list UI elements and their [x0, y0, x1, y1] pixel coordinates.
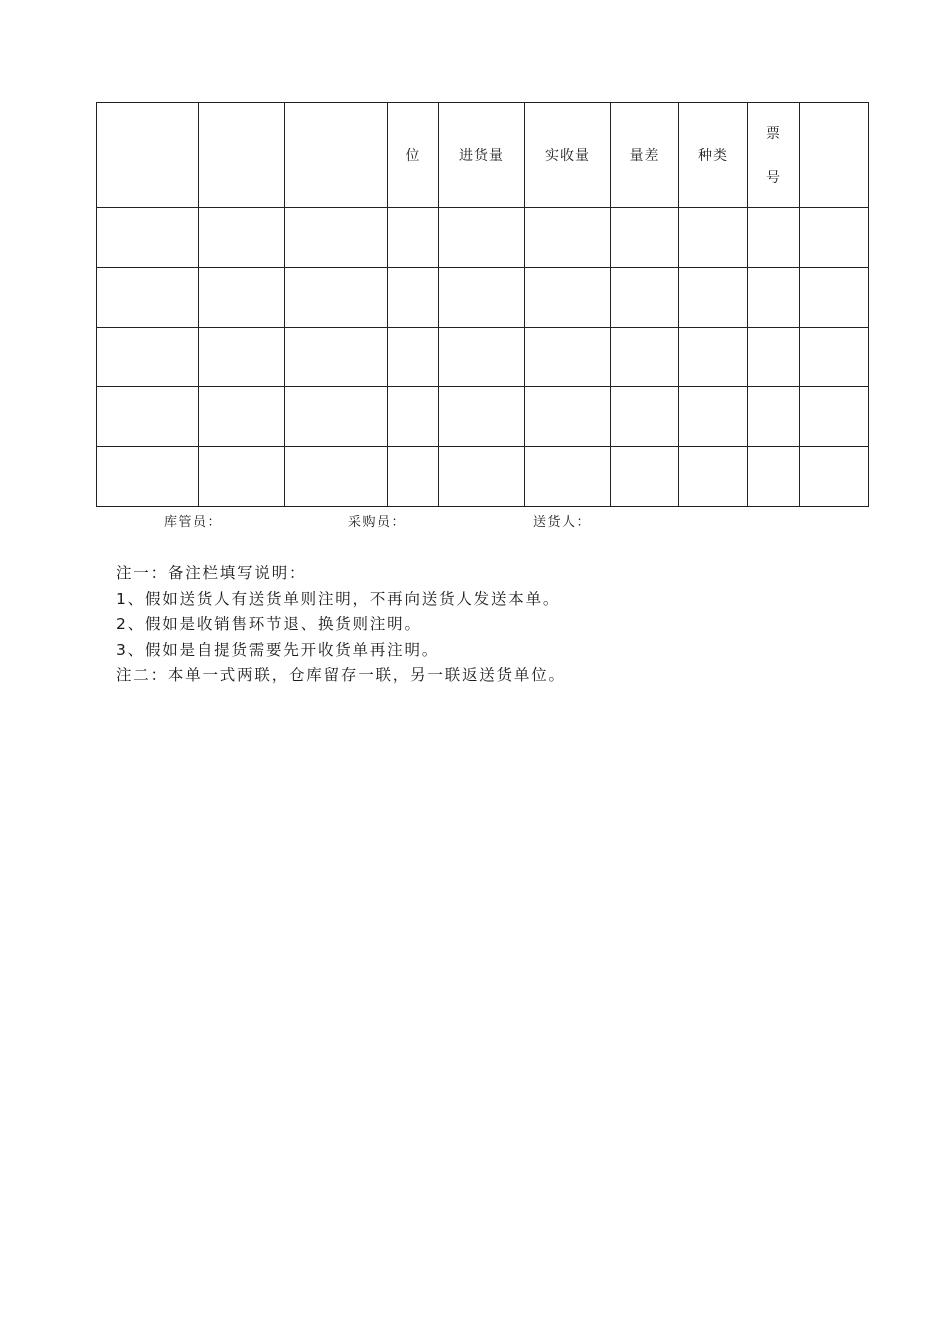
header-cell-2 — [199, 103, 285, 208]
table-cell[interactable] — [679, 267, 748, 327]
table-cell[interactable] — [439, 447, 525, 507]
receipt-form-table — [96, 102, 869, 507]
table-cell[interactable] — [679, 447, 748, 507]
table-cell[interactable] — [97, 267, 199, 327]
table-cell[interactable] — [679, 208, 748, 268]
note-item-3: 3、假如是自提货需要先开收货单再注明。 — [116, 640, 440, 659]
table-cell[interactable] — [388, 208, 439, 268]
header-cell-category: 种类 — [679, 103, 748, 208]
table-cell[interactable] — [285, 208, 388, 268]
table-cell[interactable] — [679, 327, 748, 387]
table-cell[interactable] — [748, 327, 800, 387]
header-cell-unit: 位 — [388, 103, 439, 208]
table-cell[interactable] — [97, 447, 199, 507]
table-cell[interactable] — [285, 267, 388, 327]
table-cell[interactable] — [199, 327, 285, 387]
table-cell[interactable] — [611, 327, 679, 387]
header-cell-incoming-qty: 进货量 — [439, 103, 525, 208]
table-row — [97, 447, 869, 507]
table-cell[interactable] — [611, 447, 679, 507]
note-item-2: 2、假如是收销售环节退、换货则注明。 — [116, 615, 422, 633]
table-cell[interactable] — [748, 387, 800, 447]
notes-section — [116, 561, 566, 689]
header-cell-3 — [285, 103, 388, 208]
table-cell[interactable] — [199, 267, 285, 327]
note-two: 注二：本单一式两联，仓库留存一联，另一联返送货单位。 — [116, 666, 566, 684]
table-cell[interactable] — [525, 387, 611, 447]
table-cell[interactable] — [97, 387, 199, 447]
header-cell-10 — [800, 103, 869, 208]
table-cell[interactable] — [285, 327, 388, 387]
table-cell[interactable] — [611, 208, 679, 268]
header-cell-ticket-number — [748, 103, 800, 208]
note-item-1: 1、假如送货人有送货单则注明，不再向送货人发送本单。 — [116, 589, 561, 608]
table-cell[interactable] — [199, 208, 285, 268]
table-cell[interactable] — [748, 208, 800, 268]
deliverer-label: 送货人： — [533, 515, 592, 530]
table-cell[interactable] — [800, 267, 869, 327]
table-cell[interactable] — [800, 387, 869, 447]
table-cell[interactable] — [611, 267, 679, 327]
table-cell[interactable] — [525, 208, 611, 268]
table-cell[interactable] — [525, 267, 611, 327]
table-cell[interactable] — [285, 447, 388, 507]
table-cell[interactable] — [97, 327, 199, 387]
table-cell[interactable] — [800, 447, 869, 507]
table-cell[interactable] — [199, 447, 285, 507]
ticket-label-bottom: 号 — [766, 170, 781, 186]
note-one-title: 注一：备注栏填写说明： — [116, 564, 307, 582]
table-cell[interactable] — [679, 387, 748, 447]
table-cell[interactable] — [439, 267, 525, 327]
table-row — [97, 267, 869, 327]
table-cell[interactable] — [388, 327, 439, 387]
table-cell[interactable] — [388, 267, 439, 327]
header-cell-qty-difference: 量差 — [611, 103, 679, 208]
table-cell[interactable] — [611, 387, 679, 447]
table-row — [97, 208, 869, 268]
table-cell[interactable] — [525, 447, 611, 507]
table-cell[interactable] — [439, 387, 525, 447]
table-cell[interactable] — [388, 387, 439, 447]
table-cell[interactable] — [748, 267, 800, 327]
header-cell-1 — [97, 103, 199, 208]
table-cell[interactable] — [439, 208, 525, 268]
header-cell-received-qty: 实收量 — [525, 103, 611, 208]
table-cell[interactable] — [525, 327, 611, 387]
table-row — [97, 327, 869, 387]
table-cell[interactable] — [748, 447, 800, 507]
signature-line — [0, 511, 950, 531]
table-cell[interactable] — [199, 387, 285, 447]
table-cell[interactable] — [800, 208, 869, 268]
table-header-row — [97, 103, 869, 208]
warehouse-keeper-label: 库管员： — [164, 515, 223, 530]
purchaser-label: 采购员： — [348, 515, 407, 530]
table-cell[interactable] — [439, 327, 525, 387]
table-row — [97, 387, 869, 447]
table-cell[interactable] — [97, 208, 199, 268]
ticket-label-top: 票 — [766, 126, 781, 142]
table-cell[interactable] — [800, 327, 869, 387]
table-cell[interactable] — [388, 447, 439, 507]
table-cell[interactable] — [285, 387, 388, 447]
